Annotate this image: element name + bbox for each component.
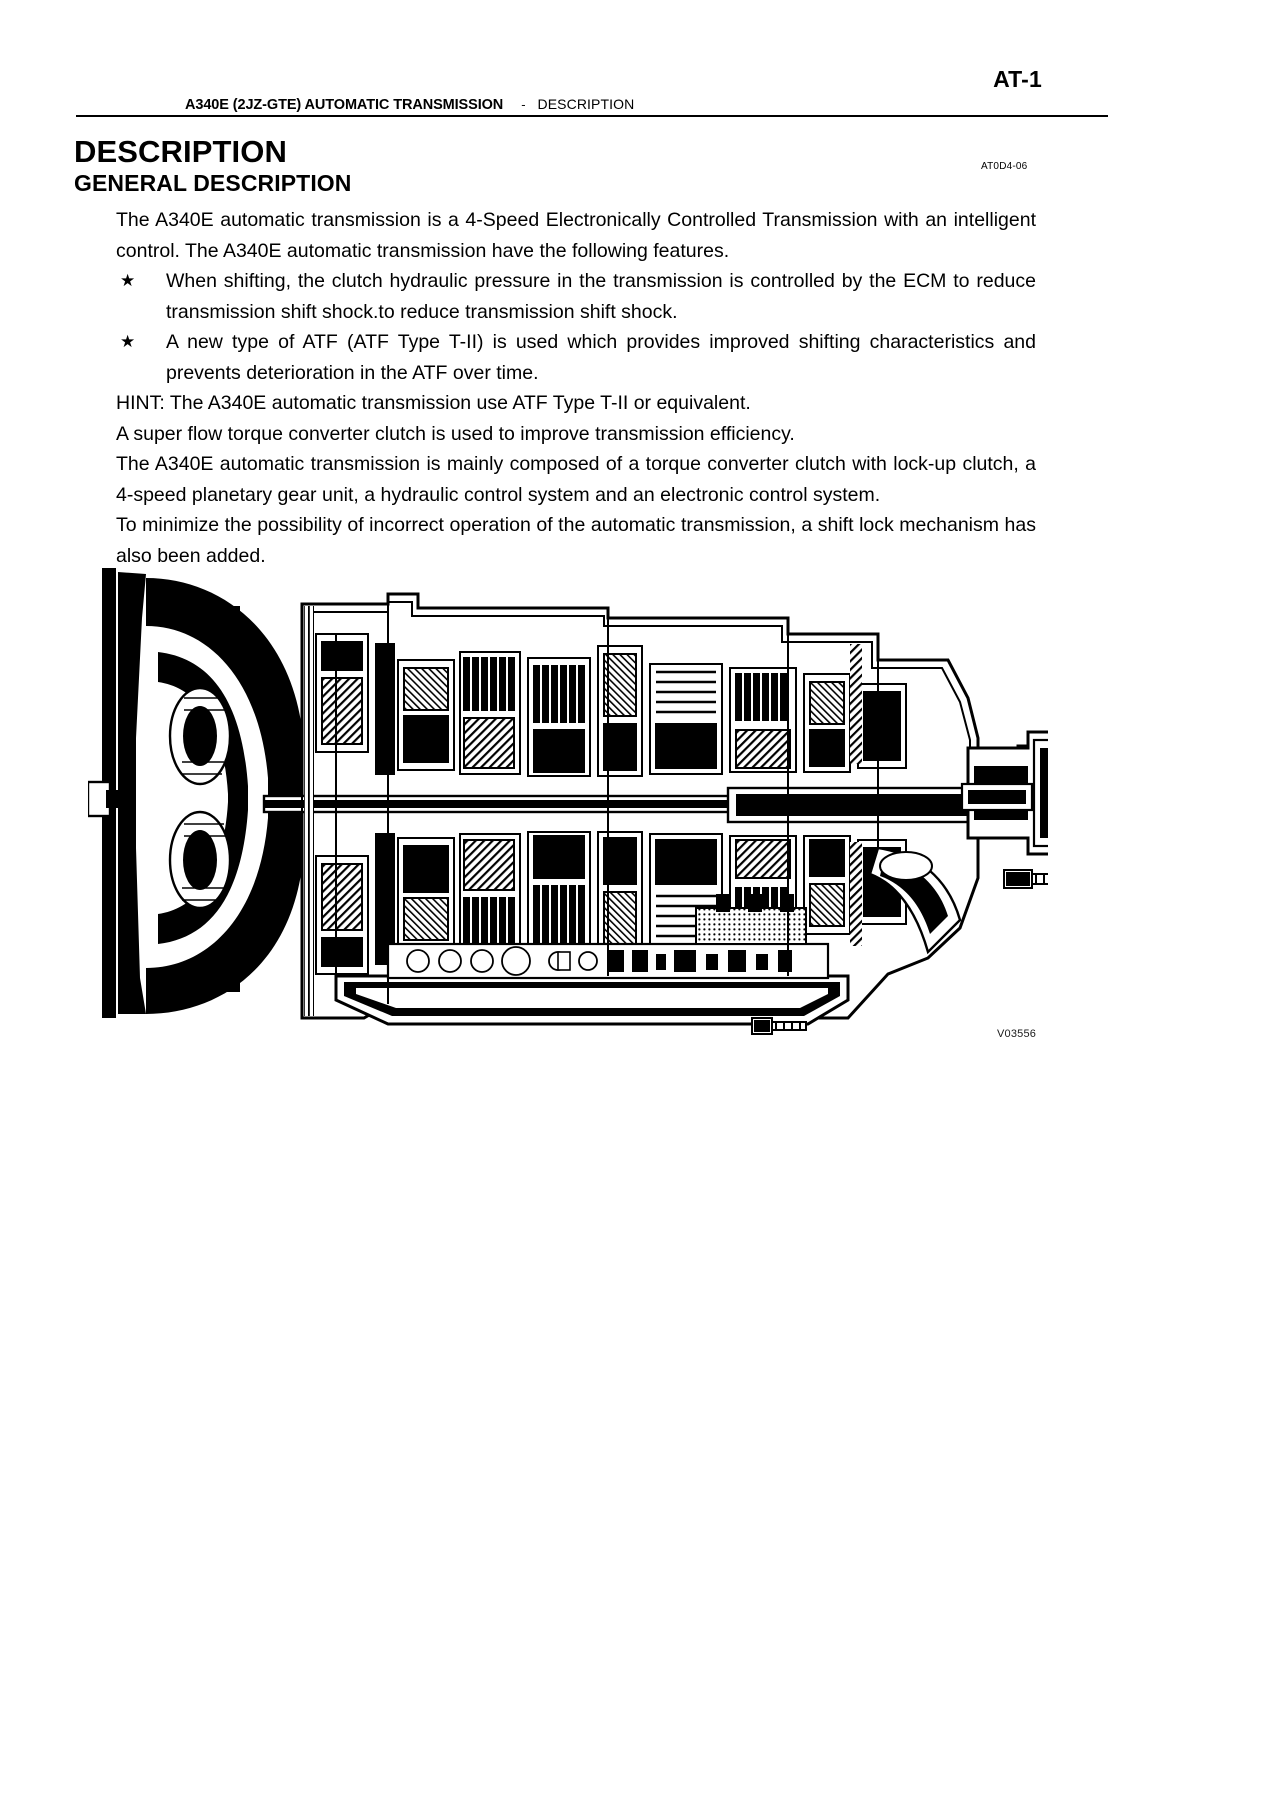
paragraph-hint: HINT: The A340E automatic transmission use ATF Type T-II or equivalent. <box>116 392 751 414</box>
paragraph-super-flow: A super flow torque converter clutch is used to improve transmission efficiency. <box>116 422 795 445</box>
page-title: DESCRIPTION <box>74 134 287 169</box>
list-item-text: When shifting, the clutch hydraulic pressure in the transmission is controlled by the ECM to reduce transmission shift shock.to reduce transmission shift shock. <box>166 270 1036 323</box>
list-item <box>116 327 1036 388</box>
body-content <box>116 205 1036 571</box>
paragraph-shift-lock: To minimize the possibility of incorrect operation of the automatic transmission, a shift lock mechanism has also been added. <box>116 514 1036 567</box>
paragraph-composition: The A340E automatic transmission is mainly composed of a torque converter clutch with lock-up clutch, a 4-speed planetary gear unit, a hydraulic control system and an electronic control system. <box>116 453 1036 506</box>
running-header <box>185 96 1280 113</box>
header-section-name: DESCRIPTION <box>537 96 635 112</box>
paragraph-intro: The A340E automatic transmission is a 4-Speed Electronically Controlled Transmission with an intelligent control. The A340E automatic transmission have the following features. <box>116 209 1036 262</box>
list-item-text: A new type of ATF (ATF Type T-II) is used which provides improved shifting characteristics and prevents deterioration in the ATF over time. <box>166 331 1036 384</box>
star-icon: ★ <box>120 271 136 290</box>
header-manual-title: A340E (2JZ-GTE) AUTOMATIC TRANSMISSION <box>185 97 504 113</box>
header-divider-rule <box>76 115 1108 117</box>
transmission-cutaway-figure <box>88 548 1048 1048</box>
section-subtitle: GENERAL DESCRIPTION <box>74 170 352 196</box>
list-item <box>116 266 1036 327</box>
header-separator: - <box>521 97 526 112</box>
transmission-cutaway-drawing <box>88 548 1048 1048</box>
page-number: AT-1 <box>993 66 1042 92</box>
star-icon: ★ <box>120 332 136 351</box>
figure-reference-code: V03556 <box>997 1028 1037 1040</box>
reference-code: AT0D4-06 <box>981 161 1028 172</box>
